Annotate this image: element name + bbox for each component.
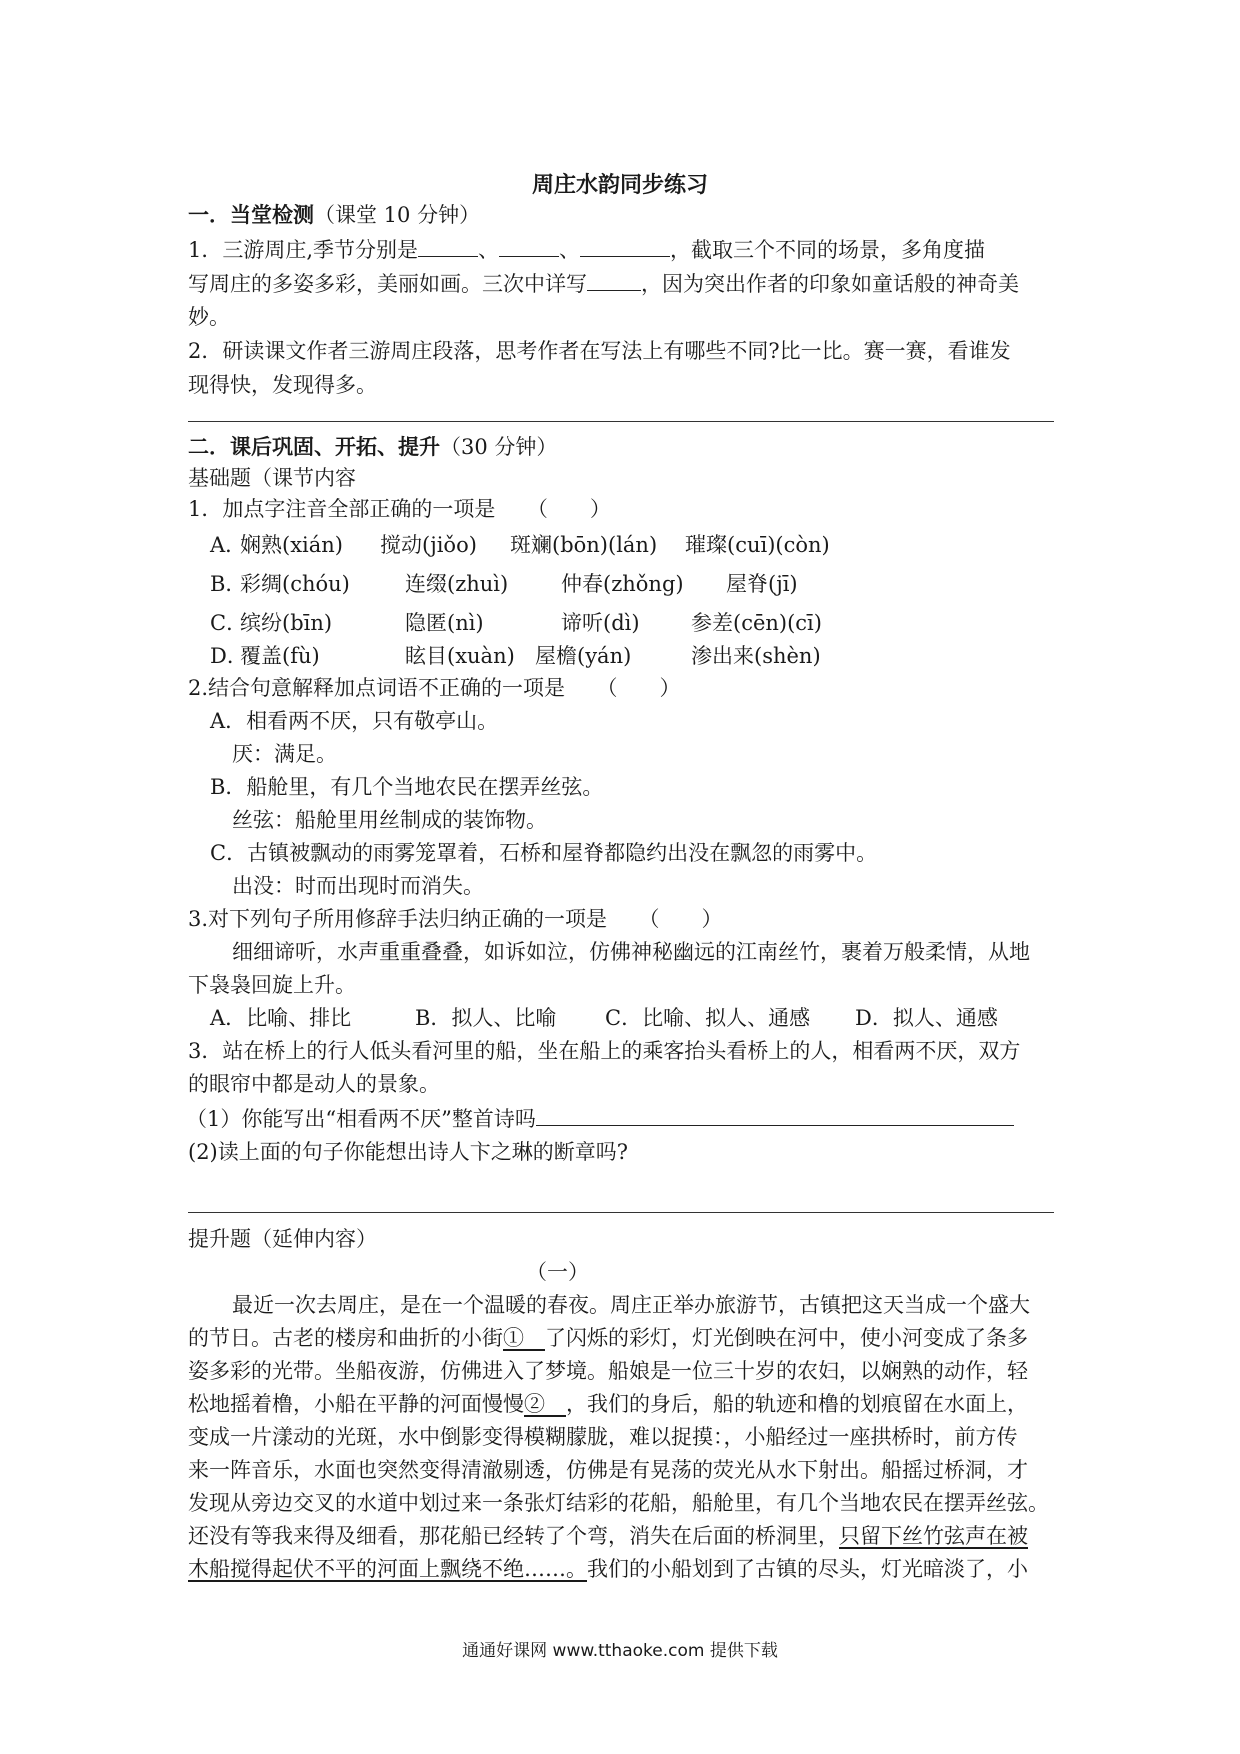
underlined-sentence: 木船搅得起伏不平的河面上飘绕不绝……。 xyxy=(188,1557,587,1581)
s2-q4-line1: 3．站在桥上的行人低头看河里的船，坐在船上的乘客抬头看桥上的人，相看两不厌，双方 xyxy=(188,1039,1021,1063)
s2-q1-option-a: A．娴熟(xián) 搅动(jiǒo) 斑斓(bōn)(lán) 璀璨(cuī)(còn) xyxy=(210,533,830,557)
poem-answer-blank[interactable] xyxy=(536,1103,1014,1126)
s2-q1-option-c: C．缤纷(bīn) 隐匿(nì) 谛听(dì) 参差(cēn)(cī) xyxy=(210,611,822,635)
answer-blank-4[interactable] xyxy=(587,268,641,291)
s2-q3: 3.对下列句子所用修辞手法归纳正确的一项是 （ ） xyxy=(188,907,723,931)
s2-q3-sentence-line1: 细细谛听，水声重重叠叠，如诉如泣，仿佛神秘幽远的江南丝竹，裹着万般柔情，从地 xyxy=(232,940,1030,964)
s2-q2-answer-b: 丝弦：船舱里用丝制成的装饰物。 xyxy=(232,808,547,832)
s2-q4-sub2: (2)读上面的句子你能想出诗人卞之琳的断章吗? xyxy=(188,1140,629,1164)
divider-line xyxy=(188,1212,1054,1213)
passage-blank-2[interactable]: ② xyxy=(524,1392,566,1416)
section-2-heading: 二．课后巩固、开拓、提升（30 分钟） xyxy=(188,434,558,459)
s1-q1-line2: 写周庄的多姿多彩，美丽如画。三次中详写 ，因为突出作者的印象如童话般的神奇美 xyxy=(188,268,1019,299)
s2-q2-option-b: B．船舱里，有几个当地农民在摆弄丝弦。 xyxy=(210,775,604,799)
s2-q3-options: A．比喻、排比 B．拟人、比喻 C．比喻、拟人、通感 D．拟人、通感 xyxy=(210,1006,998,1030)
passage-line: 姿多彩的光带。坐船夜游，仿佛进入了梦境。船娘是一位三十岁的农妇，以娴熟的动作，轻 xyxy=(188,1359,1028,1383)
passage-line: 还没有等我来得及细看，那花船已经转了个弯，消失在后面的桥洞里，只留下丝竹弦声在被 xyxy=(188,1524,1028,1548)
passage-line: 来一阵音乐，水面也突然变得清澈剔透，仿佛是有晃荡的荧光从水下射出。船摇过桥洞，才 xyxy=(188,1458,1028,1482)
s2-q2: 2.结合句意解释加点词语不正确的一项是 （ ） xyxy=(188,676,681,700)
advanced-label: 提升题（延伸内容） xyxy=(188,1227,377,1251)
passage-line: 木船搅得起伏不平的河面上飘绕不绝……。我们的小船划到了古镇的尽头，灯光暗淡了，小 xyxy=(188,1557,1028,1581)
s1-q1-line1: 1．三游周庄,季节分别是 、 、 ，截取三个不同的场景，多角度描 xyxy=(188,234,985,265)
s2-q2-answer-a: 厌：满足。 xyxy=(232,742,337,766)
answer-blank-2[interactable] xyxy=(499,234,559,257)
s2-q1: 1．加点字注音全部正确的一项是 （ ） xyxy=(188,497,611,521)
s1-q2-line2: 现得快，发现得多。 xyxy=(188,373,377,397)
passage-blank-1[interactable]: ① xyxy=(503,1326,545,1350)
passage-line: 最近一次去周庄，是在一个温暖的春夜。周庄正举办旅游节，古镇把这天当成一个盛大 xyxy=(232,1293,1030,1317)
s2-q4-sub1: （1）你能写出“相看两不厌”整首诗吗 xyxy=(186,1103,1014,1134)
basic-label: 基础题（课节内容 xyxy=(188,466,356,490)
s2-q2-option-a: A．相看两不厌，只有敬亭山。 xyxy=(210,709,499,733)
divider-line xyxy=(188,421,1054,422)
s2-q2-answer-c: 出没：时而出现时而消失。 xyxy=(232,874,484,898)
passage-line: 的节日。古老的楼房和曲折的小街① 了闪烁的彩灯，灯光倒映在河中，使小河变成了条多 xyxy=(188,1326,1028,1350)
s2-q3-sentence-line2: 下袅袅回旋上升。 xyxy=(188,973,356,997)
page-title: 周庄水韵同步练习 xyxy=(531,172,708,198)
passage-part-label: （一） xyxy=(526,1260,589,1284)
passage-line: 发现从旁边交叉的水道中划过来一条张灯结彩的花船，船舱里，有几个当地农民在摆弄丝弦。 xyxy=(188,1491,1049,1515)
s2-q1-option-b: B．彩绸(chóu) 连缀(zhuì) 仲春(zhǒng) 屋脊(jī) xyxy=(210,572,798,596)
s1-q2-line1: 2．研读课文作者三游周庄段落，思考作者在写法上有哪些不同?比一比。赛一赛，看谁发 xyxy=(188,339,1011,363)
s2-q1-option-d: D．覆盖(fù) 眩目(xuàn) 屋檐(yán) 渗出来(shèn) xyxy=(210,644,821,668)
passage-line: 变成一片漾动的光斑，水中倒影变得模糊朦胧，难以捉摸：，小船经过一座拱桥时，前方传 xyxy=(188,1425,1018,1449)
answer-blank-3[interactable] xyxy=(580,234,670,257)
footer-source: 通通好课网 www.tthaoke.com 提供下载 xyxy=(462,1641,778,1661)
s1-q1-line3: 妙。 xyxy=(188,305,230,329)
answer-blank-1[interactable] xyxy=(418,234,478,257)
passage-line: 松地摇着橹，小船在平静的河面慢慢② ，我们的身后，船的轨迹和橹的划痕留在水面上， xyxy=(188,1392,1028,1416)
s2-q2-option-c: C．古镇被飘动的雨雾笼罩着，石桥和屋脊都隐约出没在飘忽的雨雾中。 xyxy=(210,841,878,865)
s2-q4-line2: 的眼帘中都是动人的景象。 xyxy=(188,1072,440,1096)
section-1-heading: 一．当堂检测（课堂 10 分钟） xyxy=(188,202,481,227)
underlined-sentence: 只留下丝竹弦声在被 xyxy=(839,1524,1028,1548)
